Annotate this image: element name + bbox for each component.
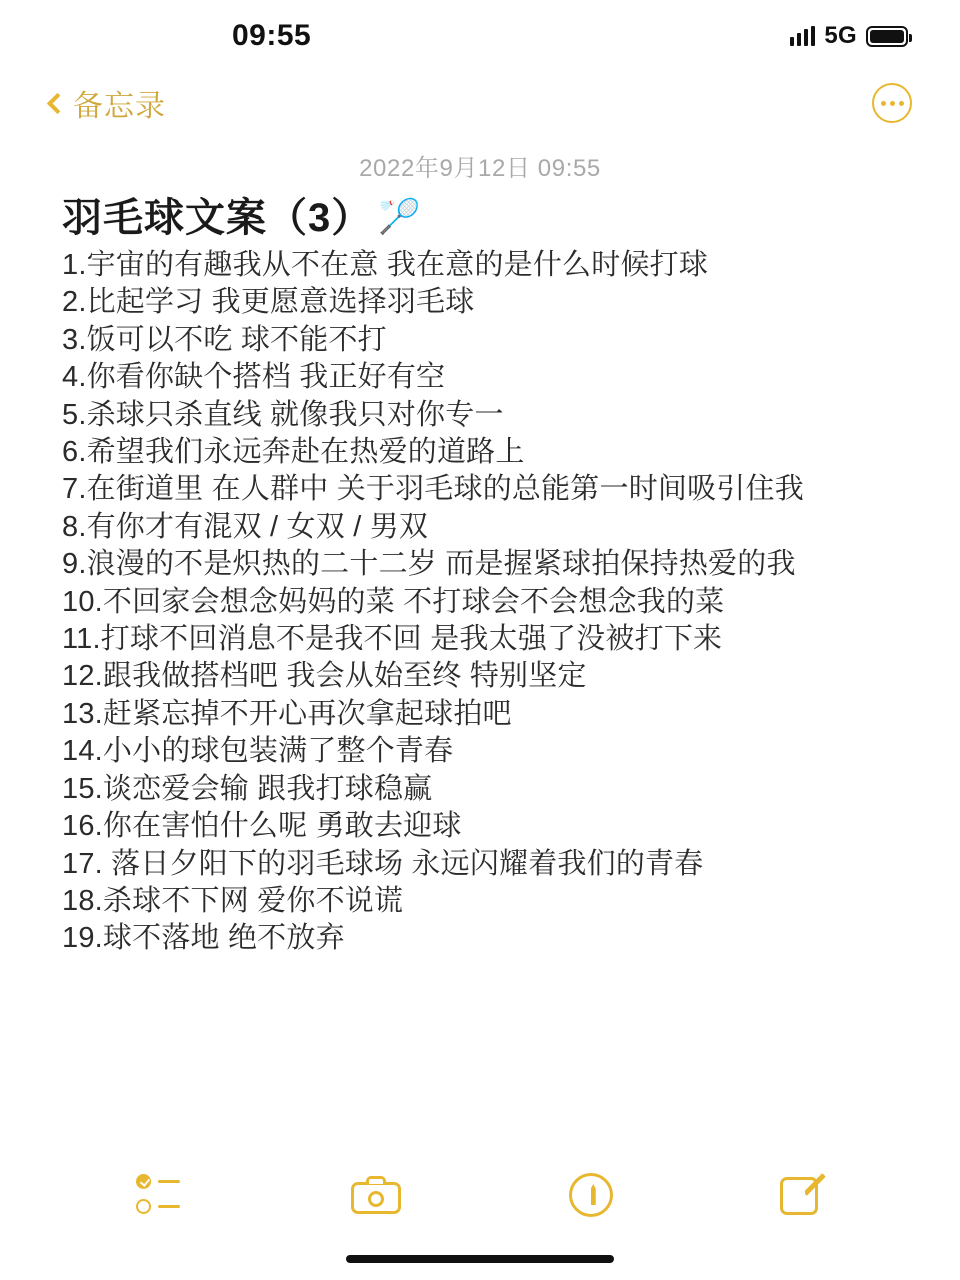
note-title-text: 羽毛球文案（3） — [62, 196, 373, 240]
markup-pen-icon — [569, 1173, 613, 1217]
back-button[interactable] — [44, 81, 166, 125]
status-indicators — [790, 22, 908, 50]
note-toolbar — [0, 1152, 960, 1238]
badminton-racket-icon: 🏸 — [378, 198, 422, 237]
note-line: 10.不回家会想念妈妈的菜 不打球会不会想念我的菜 — [62, 585, 725, 618]
note-line: 3.饭可以不吃 球不能不打 — [62, 323, 387, 356]
back-button-label: 备忘录 — [73, 90, 166, 123]
checklist-icon — [136, 1174, 184, 1216]
network-type-label: 5G — [824, 22, 857, 49]
note-line: 19.球不落地 绝不放弃 — [62, 922, 345, 955]
note-timestamp: 2022年9月12日 09:55 — [359, 155, 601, 182]
camera-icon — [351, 1176, 401, 1214]
status-bar — [0, 0, 960, 72]
note-line: 4.你看你缺个搭档 我正好有空 — [62, 361, 446, 394]
camera-button[interactable] — [351, 1176, 401, 1214]
note-line: 6.希望我们永远奔赴在热爱的道路上 — [62, 436, 525, 469]
note-body-lines — [62, 247, 918, 958]
home-indicator-area — [0, 1238, 960, 1280]
compose-icon — [780, 1173, 824, 1217]
note-line: 7.在街道里 在人群中 关于羽毛球的总能第一时间吸引住我 — [62, 473, 804, 506]
more-options-button[interactable] — [872, 83, 912, 123]
navigation-bar — [0, 72, 960, 134]
note-line: 17. 落日夕阳下的羽毛球场 永远闪耀着我们的青春 — [62, 847, 704, 880]
note-line: 12.跟我做搭档吧 我会从始至终 特别坚定 — [62, 660, 587, 693]
ellipsis-dot — [899, 101, 904, 106]
home-indicator[interactable] — [346, 1255, 614, 1263]
note-line: 16.你在害怕什么呢 勇敢去迎球 — [62, 810, 462, 843]
note-line: 5.杀球只杀直线 就像我只对你专一 — [62, 398, 504, 431]
note-title — [62, 191, 918, 245]
signal-bars-icon — [790, 26, 815, 46]
markup-button[interactable] — [569, 1173, 613, 1217]
battery-full-icon — [866, 26, 908, 47]
note-content[interactable] — [0, 134, 960, 1152]
ellipsis-dot — [881, 101, 886, 106]
note-line: 8.有你才有混双 / 女双 / 男双 — [62, 510, 429, 543]
ellipsis-dot — [890, 101, 895, 106]
chevron-left-icon — [47, 92, 68, 113]
note-line: 9.浪漫的不是炽热的二十二岁 而是握紧球拍保持热爱的我 — [62, 548, 796, 581]
note-line: 15.谈恋爱会输 跟我打球稳赢 — [62, 772, 433, 805]
note-line: 2.比起学习 我更愿意选择羽毛球 — [62, 286, 475, 319]
note-line: 11.打球不回消息不是我不回 是我太强了没被打下来 — [62, 623, 723, 656]
status-time: 09:55 — [232, 19, 312, 52]
note-line: 1.宇宙的有趣我从不在意 我在意的是什么时候打球 — [62, 249, 709, 281]
checklist-button[interactable] — [136, 1174, 184, 1216]
note-line: 14.小小的球包装满了整个青春 — [62, 735, 454, 768]
note-line: 18.杀球不下网 爱你不说谎 — [62, 884, 404, 917]
note-line: 13.赶紧忘掉不开心再次拿起球拍吧 — [62, 697, 512, 730]
compose-button[interactable] — [780, 1173, 824, 1217]
